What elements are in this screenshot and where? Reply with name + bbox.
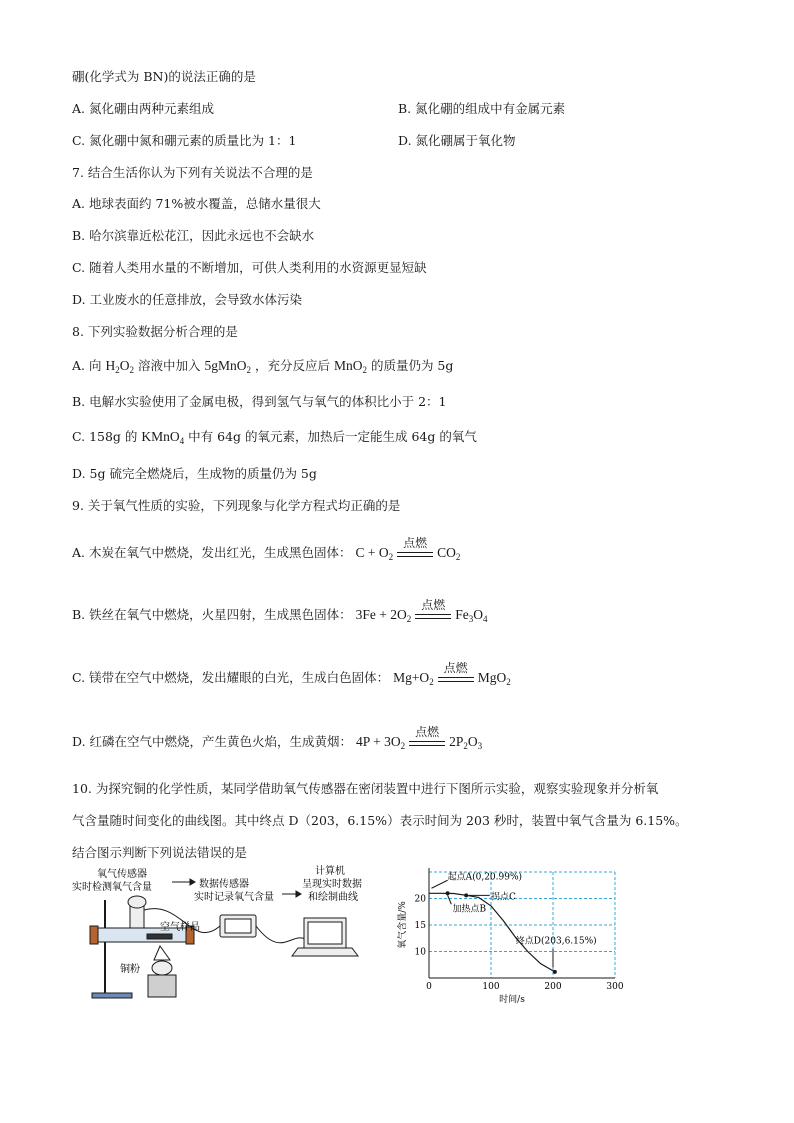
- oxygen-curve: [429, 893, 555, 972]
- q6-option-b[interactable]: B. 氮化硼的组成中有金属元素: [398, 101, 566, 116]
- q7-option-a[interactable]: A. 地球表面约 71%被水覆盖，总储水量很大: [72, 196, 321, 211]
- q9-c-text: C. 镁带在空气中燃烧，发出耀眼的白光，生成白色固体：: [72, 670, 390, 685]
- y-axis-label: 氧气含量/%: [398, 901, 408, 949]
- formula-mno2: 5gMnO$_2$: [204, 358, 251, 375]
- formula-kmno4: KMnO$_4$: [141, 429, 185, 446]
- q7-option-b[interactable]: B. 哈尔滨靠近松花江，因此永远也不会缺水: [72, 228, 315, 243]
- oxygen-content-chart: [395, 860, 635, 1005]
- annotation-d: 终点D(203,6.15%): [515, 936, 597, 947]
- q8-option-c[interactable]: [72, 427, 477, 446]
- q8-c-end: 中有 64g 的氧元素，加热后一定能生成 64g 的氧气: [188, 429, 477, 444]
- pc-label-2: 呈现实时数据: [302, 879, 362, 890]
- laptop: [292, 918, 358, 956]
- q9-a-text: A. 木炭在氧气中燃烧，发出红光，生成黑色固体：: [72, 545, 352, 560]
- q9-b-text: B. 铁丝在氧气中燃烧，火星四射，生成黑色固体：: [72, 607, 352, 622]
- data-label-1: 数据传感器: [199, 879, 249, 890]
- annotation-c: 拐点C: [491, 892, 516, 903]
- q9-d-text: D. 红磷在空气中燃烧，产生黄色火焰，生成黄烟：: [72, 734, 353, 749]
- burner: [148, 946, 176, 997]
- condition-label: 点燃: [415, 724, 440, 739]
- sensor-body: [128, 896, 146, 928]
- x-tick-label: 100: [482, 982, 500, 992]
- q6-option-d[interactable]: D. 氮化硼属于氧化物: [398, 133, 516, 148]
- q10-line-1: 10. 为探究铜的化学性质，某同学借助氧气传感器在密闭装置中进行下图所示实验，观察实验现象并分析氧: [72, 781, 659, 796]
- y-tick-label: 20: [414, 894, 426, 905]
- q9-stem: 9. 关于氧气性质的实验，下列现象与化学方程式均正确的是: [72, 498, 401, 513]
- x-tick-label: 200: [544, 982, 562, 992]
- arrow-data-to-pc: [282, 891, 301, 897]
- q7-option-d[interactable]: D. 工业废水的任意排放，会导致水体污染: [72, 292, 303, 307]
- annotation-b: 加热点B: [452, 904, 487, 915]
- q6-stem: 硼(化学式为 BN)的说法正确的是: [72, 69, 256, 84]
- equation-d: $4P + 3O_2$ 点燃 $2P_2O_3$: [356, 724, 483, 751]
- q8-a-mid: 溶液中加入: [137, 358, 201, 373]
- condition-label: 点燃: [443, 660, 468, 675]
- air-sample-label: 空气样品: [160, 922, 200, 933]
- experiment-apparatus-diagram: [72, 860, 382, 1005]
- q6-option-a[interactable]: A. 氮化硼由两种元素组成: [72, 101, 214, 116]
- annotation-b-leader: [448, 895, 452, 904]
- q8-option-a[interactable]: [72, 356, 453, 375]
- annotation-a: 起点A(0,20.99%): [447, 872, 523, 883]
- q7-option-c[interactable]: C. 随着人类用水量的不断增加，可供人类利用的水资源更显短缺: [72, 260, 427, 275]
- q6-option-c[interactable]: C. 氮化硼中氮和硼元素的质量比为 1：1: [72, 133, 297, 148]
- equation-c: $Mg+O_2$ 点燃 MgO$_2$: [393, 660, 511, 687]
- annotation-a-leader: [431, 880, 447, 888]
- formula-mno2-b: MnO$_2$: [333, 358, 367, 375]
- q8-option-d[interactable]: D. 5g 硫完全燃烧后，生成物的质量仍为 5g: [72, 466, 317, 481]
- copper-label: 铜粉: [120, 964, 140, 975]
- q8-a-mid2: ，充分反应后: [254, 358, 330, 373]
- q9-option-d[interactable]: [72, 724, 483, 751]
- q8-option-b[interactable]: B. 电解水实验使用了金属电极，得到氢气与氧气的体积比小于 2：1: [72, 394, 447, 409]
- q8-a-end: 的质量仍为 5g: [370, 358, 454, 373]
- sensor-label-1: 氧气传感器: [97, 869, 147, 880]
- stand: [92, 900, 132, 998]
- arrow-sensor-to-data: [172, 879, 195, 885]
- equation-b: $3Fe + 2O_2$ 点燃 $Fe_3O_4$: [355, 597, 488, 624]
- q7-stem: 7. 结合生活你认为下列有关说法不合理的是: [72, 165, 313, 180]
- cable-2: [256, 926, 307, 943]
- x-tick-label: 0: [426, 982, 432, 992]
- q8-a-prefix: A. 向: [72, 358, 102, 373]
- x-tick-label: 300: [606, 982, 624, 992]
- q9-option-b[interactable]: [72, 597, 488, 624]
- point-d: [553, 970, 557, 974]
- equation-a: $C + O_2$ 点燃 $CO_2$: [355, 535, 461, 562]
- point-b: [446, 891, 450, 895]
- q10-line-2: 气含量随时间变化的曲线图。其中终点 D（203，6.15%）表示时间为 203 秒时，装置中氧气含量为 6.15%。: [72, 813, 688, 828]
- pc-label-1: 计算机: [315, 866, 345, 877]
- q10-line-3: 结合图示判断下列说法错误的是: [72, 845, 248, 860]
- pc-label-3: 和绘制曲线: [308, 892, 358, 903]
- q9-option-a[interactable]: [72, 535, 461, 562]
- q8-c-prefix: C. 158g 的: [72, 429, 138, 444]
- data-label-2: 实时记录氧气含量: [194, 892, 274, 903]
- condition-label: 点燃: [421, 597, 446, 612]
- x-axis-label: 时间/s: [499, 995, 525, 1005]
- q8-stem: 8. 下列实验数据分析合理的是: [72, 324, 238, 339]
- y-tick-label: 10: [414, 947, 426, 958]
- sensor-label-2: 实时检测氧气含量: [72, 882, 152, 893]
- formula-h2o2: $H_2O_2$: [105, 358, 134, 375]
- data-logger: [220, 915, 256, 937]
- point-c: [464, 893, 468, 897]
- q9-option-c[interactable]: [72, 660, 511, 687]
- y-tick-label: 15: [414, 921, 426, 931]
- condition-label: 点燃: [403, 535, 428, 550]
